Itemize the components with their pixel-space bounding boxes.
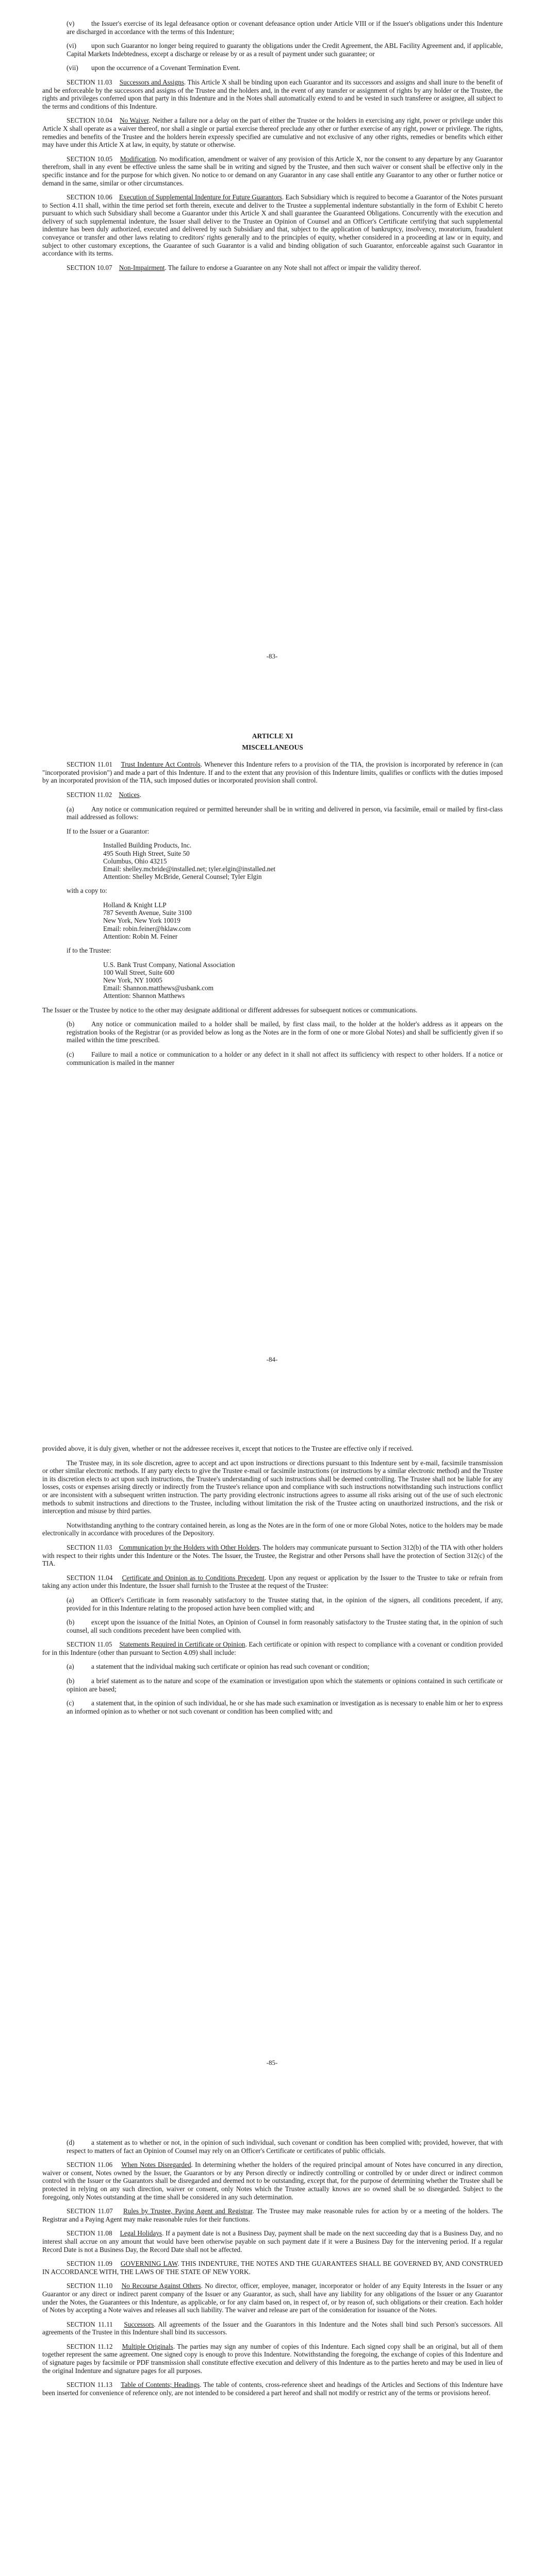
section-11-03: SECTION 11.03 Communication by the Holders with Other Holders. The holders may communicate pursuant to Section 312(b) of the TIA with other holders with respect to their rights under this Indenture or the Notes. The Issuer, the Trustee, the Registrar and other Persons shall have the protection of Section 312(c) of the TIA.: [42, 1543, 503, 1568]
section-11-02: SECTION 11.02 Notices.: [67, 790, 141, 799]
page-84-content: [42, 732, 503, 1073]
clause-a-certificate: (a) an Officer's Certificate in form reasonably satisfactory to the Trustee stating that, in the opinion of the signers, all conditions precedent, if any, provided for in this Indenture relating to the proposed action have been complied with; and: [67, 1596, 503, 1612]
clause-a-statement: (a) a statement that the individual making such certificate or opinion has read such covenant or condition;: [67, 1663, 370, 1671]
clause-v: (v) the Issuer's exercise of its legal defeasance option or covenant defeasance option under Article VIII or if the Issuer's obligations under this Indenture are discharged in accordance with the terms of this Indenture;: [67, 20, 503, 36]
issuer-address: Installed Building Products, Inc. 495 South High Street, Suite 50 Columbus, Ohio 43215 Email: shelley.mcbride@installed.net; tyler.elgin@installed.net Attention: Shelley McBride, General Counsel; Tyler Elgin: [103, 841, 275, 881]
clause-a-notices: (a) Any notice or communication required or permitted hereunder shall be in writing and delivered in person, via facsimile, email or mailed by first-class mail addressed as follows:: [67, 805, 503, 821]
section-11-07: SECTION 11.07 Rules by Trustee, Paying Agent and Registrar. The Trustee may make reasonable rules for action by or a meeting of the holders. The Registrar and a Paying Agent may make reasonable rules for their functions.: [42, 2207, 503, 2223]
section-10-04: SECTION 10.04 No Waiver. Neither a failure nor a delay on the part of either the Trustee or the holders in exercising any right, power or privilege under this Article X shall operate as a waiver thereof, nor shall a single or partial exercise thereof preclude any other or further exercise of any right, power or privilege. The rights, remedies and benefits of the Trustee and the holders herein expressly specified are cumulative and not exclusive of any other rights, remedies or benefits which either may have under this Article X at law, in equity, by statute or otherwise.: [42, 116, 503, 149]
section-11-11: SECTION 11.11 Successors. All agreements of the Issuer and the Guarantors in this Indenture and the Notes shall bind such Person's successors. All agreements of the Trustee in this Indenture shall bind its successors.: [42, 2320, 503, 2336]
global-notes-notice: Notwithstanding anything to the contrary contained herein, as long as the Notes are in the form of one or more Global Notes, notice to the holders may be made electronically in accordance with procedures of the Depository.: [42, 1521, 503, 1537]
copy-intro: with a copy to:: [67, 887, 107, 895]
section-11-08: SECTION 11.08 Legal Holidays. If a payment date is not a Business Day, payment shall be made on the next succeeding day that is a Business Day, and no interest shall accrue on any amount that would have been otherwise payable on such payment date if it were a Business Day for the intervening period. If a regular Record Date is not a Business Day, the Record Date shall not be affected.: [42, 2229, 503, 2253]
section-11-05: SECTION 11.05 Statements Required in Certificate or Opinion. Each certificate or opinion with respect to compliance with a covenant or condition provided for in this Indenture (other than pursuant to Section 4.09) shall include:: [42, 1640, 503, 1656]
article-heading: ARTICLE XI: [252, 732, 293, 740]
section-11-09: SECTION 11.09 GOVERNING LAW. THIS INDENTURE, THE NOTES AND THE GUARANTEES SHALL BE GOVERNED BY, AND CONSTRUED IN ACCORDANCE WITH, THE LAWS OF THE STATE OF NEW YORK.: [42, 2260, 503, 2276]
page-86-content: [42, 2139, 503, 2403]
page-number: -83-: [266, 652, 278, 660]
page-86: [0, 2110, 544, 2576]
designate-addresses: The Issuer or the Trustee by notice to the other may designate additional or different addresses for subsequent notices or communications.: [42, 1006, 418, 1014]
issuer-intro: If to the Issuer or a Guarantor:: [67, 827, 150, 835]
clause-vii: (vii) upon the occurrence of a Covenant Termination Event.: [67, 64, 240, 72]
trustee-intro: if to the Trustee:: [67, 946, 111, 954]
clause-c-statement: (c) a statement that, in the opinion of such individual, he or she has made such examination or investigation as is necessary to enable him or her to express an informed opinion as to whether or not such covenant or condition has been complied with; and: [67, 1699, 503, 1715]
page-83-content: [42, 20, 503, 278]
section-10-06: SECTION 10.06 Execution of Supplemental Indenture for Future Guarantors. Each Subsidiary which is required to become a Guarantor of the Notes pursuant to Section 4.11 shall, within the time period set forth therein, execute and deliver to the Trustee a supplemental indenture substantially in the form of Exhibit C hereto pursuant to which such Subsidiary shall become a Guarantor under this Article X and shall guarantee the Guaranteed Obligations. Concurrently with the execution and delivery of such supplemental indenture, the Issuer shall deliver to the Trustee an Opinion of Counsel and an Officer's Certificate certifying that such supplemental indenture has been duly authorized, executed and delivered by such Subsidiary and that, subject to the application of bankruptcy, insolvency, moratorium, fraudulent conveyance or transfer and other laws relating to creditors' rights generally and to the principles of equity, whether considered in a proceeding at law or in equity, and subject to other customary exceptions, the Guarantee of such Guarantor is a valid and binding obligation of such Guarantor, enforceable against such Guarantor in accordance with its terms.: [42, 193, 503, 258]
page-83: [0, 0, 544, 703]
clause-b-statement: (b) a brief statement as to the nature and scope of the examination or investigation upon which the statements or opinions contained in such certificate or opinion are based;: [67, 1677, 503, 1693]
page-number: -84-: [266, 1355, 278, 1363]
section-11-06: SECTION 11.06 When Notes Disregarded. In determining whether the holders of the required principal amount of Notes have concurred in any direction, waiver or consent, Notes owned by the Issuer, the Guarantors or by any Person directly or indirectly controlling or controlled by or under direct or indirect common control with the Issuer or the Guarantors shall be disregarded and deemed not to be outstanding, except that, for the purpose of determining whether the Trustee shall be protected in relying on any such direction, waiver or consent, only Notes which the Trustee actually knows are so owned shall be so disregarded. Subject to the foregoing, only Notes outstanding at the time shall be considered in any such determination.: [42, 2161, 503, 2201]
clause-b-notices: (b) Any notice or communication mailed to a holder shall be mailed, by first class mail, to the holder at the holder's address as it appears on the registration books of the Registrar (or as provided below as long as the Notes are in the form of one or more Global Notes) and shall be sufficiently given if so mailed within the time prescribed.: [67, 1020, 503, 1044]
section-11-01: SECTION 11.01 Trust Indenture Act Controls. Whenever this Indenture refers to a provision of the TIA, the provision is incorporated by reference in (can "incorporated provision") and made a part of this Indenture. If and to the extent that any provision of this Indenture limits, qualifies or conflicts with the duties imposed by an incorporated provision of the TIA, such imposed duties or incorporated provision shall control.: [42, 760, 503, 785]
electronic-instructions: The Trustee may, in its sole discretion, agree to accept and act upon instructions or directions pursuant to this Indenture sent by e-mail, facsimile transmission or other similar electronic methods. If any party elects to give the Trustee e-mail or facsimile instructions (or instructions by a similar electronic method) and the Trustee in its discretion elects to act upon such instructions, the Trustee's understanding of such instructions shall be deemed controlling. The Trustee shall not be liable for any losses, costs or expenses arising directly or indirectly from the Trustee's reliance upon and compliance with such instructions notwithstanding such instructions conflict or are inconsistent with a subsequent written instruction. The party providing electronic instructions agrees to assume all risks arising out of the use of such electronic methods to submit instructions and directions to the Trustee, including without limitation the risk of the Trustee acting on unauthorized instructions, and the risk or interception and misuse by third parties.: [42, 1459, 503, 1515]
section-10-07: SECTION 10.07 Non-Impairment. The failure to endorse a Guarantee on any Note shall not affect or impair the validity thereof.: [67, 263, 421, 272]
section-10-05: SECTION 10.05 Modification. No modification, amendment or waiver of any provision of this Article X, nor the consent to any departure by any Guarantor therefrom, shall in any event be effective unless the same shall be in writing and signed by the Trustee, and then such waiver or consent shall be effective only in the specific instance and for the purpose for which given. No notice to or demand on any Guarantor in any case shall entitle any Guarantor to any other or further notice or demand in the same, similar or other circumstances.: [42, 155, 503, 187]
section-11-04: SECTION 11.04 Certificate and Opinion as to Conditions Precedent. Upon any request or application by the Issuer to the Trustee to take or refrain from taking any action under this Indenture, the Issuer shall furnish to the Trustee at the request of the Trustee:: [42, 1573, 503, 1590]
article-title: MISCELLANEOUS: [242, 743, 303, 751]
page-85: [0, 1406, 544, 2110]
page-85-content: [42, 1445, 503, 1721]
section-11-10: SECTION 11.10 No Recourse Against Others. No director, officer, employee, manager, incorporator or holder of any Equity Interests in the Issuer or any Guarantor or any direct or indirect parent company of the Issuer or any Guarantor, as such, shall have any liability for any obligations of the Issuer or any Guarantor under the Notes, the Guarantees or this Indenture, as applicable, or for any claim based on, in respect of, or by reason of, such obligations or their creation. Each holder of Notes by accepting a Note waives and releases all such liability. The waiver and release are part of the consideration for issuance of the Notes.: [42, 2282, 503, 2314]
page-84: [0, 703, 544, 1406]
clause-vi: (vi) upon such Guarantor no longer being required to guaranty the obligations under the Credit Agreement, the ABL Facility Agreement and, if applicable, Capital Markets Indebtedness, except a discharge or release by or as a result of payment under such guarantee; or: [67, 42, 503, 58]
page-number: -85-: [266, 2059, 278, 2066]
section-11-13: SECTION 11.13 Table of Contents; Headings. The table of contents, cross-reference sheet and headings of the Articles and Sections of this Indenture have been inserted for convenience of reference only, are not intended to be considered a part hereof and shall not modify or restrict any of the terms or provisions hereof.: [42, 2381, 503, 2397]
notice-continuation: provided above, it is duly given, whether or not the addressee receives it, except that notices to the Trustee are effective only if received.: [42, 1445, 414, 1452]
section-10-03: SECTION 11.03 Successors and Assigns. This Article X shall be binding upon each Guarantor and its successors and assigns and shall inure to the benefit of and be enforceable by the successors and assigns of the Trustee and the holders and, in the event of any transfer or assignment of rights by any holder or the Trustee, the rights and privileges conferred upon that party in this Indenture and in the Notes shall automatically extend to and be vested in such transferee or assignee, all subject to the terms and conditions of this Indenture.: [42, 78, 503, 110]
clause-b-opinion: (b) except upon the issuance of the Initial Notes, an Opinion of Counsel in form reasonably satisfactory to the Trustee stating that, in the opinion of such counsel, all such conditions precedent have been complied with.: [67, 1618, 503, 1634]
clause-c-notices: (c) Failure to mail a notice or communication to a holder or any defect in it shall not affect its sufficiency with respect to other holders. If a notice or communication is mailed in the manner: [67, 1050, 503, 1066]
section-11-12: SECTION 11.12 Multiple Originals. The parties may sign any number of copies of this Indenture. Each signed copy shall be an original, but all of them together represent the same agreement. One signed copy is enough to prove this Indenture. Notwithstanding the foregoing, the exchange of copies of this Indenture and of signature pages by facsimile or PDF transmission shall constitute effective execution and delivery of this Indenture as to the parties hereto and may be used in lieu of the original Indenture and signature pages for all purposes.: [42, 2342, 503, 2375]
clause-d-statement: (d) a statement as to whether or not, in the opinion of such individual, such covenant or condition has been complied with; provided, however, that with respect to matters of fact an Opinion of Counsel may rely on an Officer's Certificate or certificates of public officials.: [67, 2139, 503, 2155]
copy-address: Holland & Knight LLP 787 Seventh Avenue, Suite 3100 New York, New York 10019 Email: robin.feiner@hklaw.com Attention: Robin M. Feiner: [103, 901, 192, 940]
trustee-address: U.S. Bank Trust Company, National Association 100 Wall Street, Suite 600 New York, NY 10005 Email: Shannon.matthews@usbank.com Attention: Shannon Matthews: [103, 960, 235, 1000]
